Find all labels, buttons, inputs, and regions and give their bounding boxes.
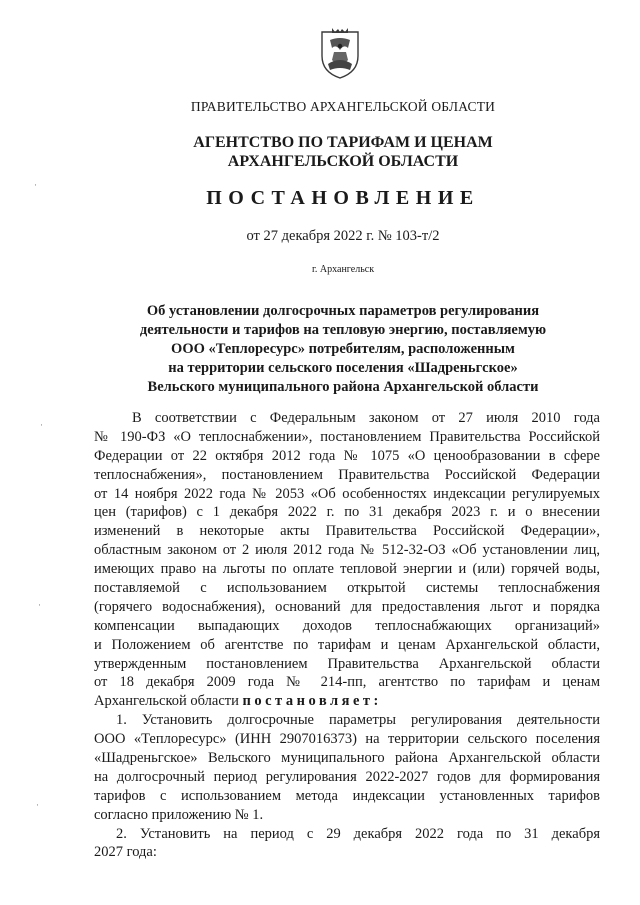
- body-line: В соответствии с Федеральным законом от 27 июля 2010 года: [132, 410, 600, 426]
- body-line: областным законом от 2 июля 2012 года № 512-32-ОЗ «Об установлении лиц,: [94, 542, 600, 559]
- item-1-line: «Шадреньгское» Вельского муниципального района Архангельской области: [94, 750, 600, 767]
- item-1-line: 1. Установить долгосрочные параметры регулирования деятельности: [116, 712, 600, 729]
- item-1-line: ООО «Теплоресурс» (ИНН 2907016373) на территории сельского поселения: [94, 731, 600, 748]
- body-line: утвержденным постановлением Правительства Архангельской области: [94, 655, 600, 672]
- document-city: г. Архангельск: [311, 264, 375, 275]
- agency-name-line-1: АГЕНТСТВО ПО ТАРИФАМ И ЦЕНАМ: [193, 134, 493, 151]
- resolve-line: [94, 692, 600, 711]
- document-subject: [0, 302, 640, 397]
- item-1-line: согласно приложению № 1.: [94, 806, 264, 823]
- document-date-number: от 27 декабря 2022 г. № 103-т/2: [246, 228, 440, 244]
- body-line: № 190-ФЗ «О теплоснабжении», постановлением Правительства Российской: [94, 428, 600, 445]
- body-line: и Положением об агентстве по тарифам и ценам Архангельской области,: [94, 636, 600, 653]
- item-2-line: 2027 года:: [94, 844, 157, 861]
- government-name: ПРАВИТЕЛЬСТВО АРХАНГЕЛЬСКОЙ ОБЛАСТИ: [190, 99, 496, 114]
- resolve-word: постановляет:: [242, 693, 382, 710]
- agency-name: [0, 133, 640, 171]
- scan-margin-mark: ·: [36, 800, 39, 810]
- body-line: от 14 ноября 2022 года № 2053 «Об особенностях индексации регулируемых: [94, 485, 600, 502]
- body-line: имеющих право на льготы по оплате тепловой энергии и (или) горячей воды,: [94, 561, 600, 578]
- subject-line: ООО «Теплоресурс» потребителям, расположенным: [171, 341, 515, 357]
- item-2-line: 2. Установить на период с 29 декабря 2022 года по 31 декабря: [116, 825, 600, 842]
- body-line: цен (тарифов) с 1 декабря 2022 г. по 31 декабря 2023 г. и о внесении: [94, 504, 600, 521]
- document-type-title: ПОСТАНОВЛЕНИЕ: [206, 187, 480, 209]
- scan-margin-mark: ·: [40, 420, 43, 430]
- subject-line: на территории сельского поселения «Шадреньгское»: [168, 360, 518, 376]
- body-line: теплоснабжения», постановлением Правительства Российской Федерации: [94, 466, 600, 483]
- body-line: изменений в некоторые акты Правительства Российской Федерации»,: [94, 523, 600, 540]
- item-1-line: тарифов с использованием метода индексации установленных тарифов: [94, 787, 600, 804]
- body-line: поставляемой с использованием открытой системы теплоснабжения: [94, 580, 600, 597]
- body-line: компенсации выпадающих доходов теплоснабжающих организаций»: [94, 617, 600, 634]
- subject-line: Об установлении долгосрочных параметров регулирования: [146, 303, 540, 319]
- resolve-prefix: Архангельской области: [94, 693, 243, 710]
- subject-line: Вельского муниципального района Архангельской области: [147, 379, 539, 395]
- body-line: (горячего водоснабжения), оснований для предоставления льгот и порядка: [94, 598, 600, 615]
- coat-of-arms-icon: [318, 26, 362, 80]
- item-1-line: на долгосрочный период регулирования 2022-2027 годов для формирования: [94, 768, 600, 785]
- body-line: от 18 декабря 2009 года № 214-пп, агентство по тарифам и ценам: [94, 674, 600, 691]
- scan-margin-mark: ·: [38, 600, 41, 610]
- subject-line: деятельности и тарифов на тепловую энергию, поставляемую: [139, 322, 547, 338]
- agency-name-line-2: АРХАНГЕЛЬСКОЙ ОБЛАСТИ: [227, 153, 459, 170]
- scan-margin-mark: ·: [34, 180, 37, 190]
- document-body: [94, 409, 600, 862]
- body-line: Федерации от 22 октября 2012 года № 1075 «О ценообразовании в сфере: [94, 447, 600, 464]
